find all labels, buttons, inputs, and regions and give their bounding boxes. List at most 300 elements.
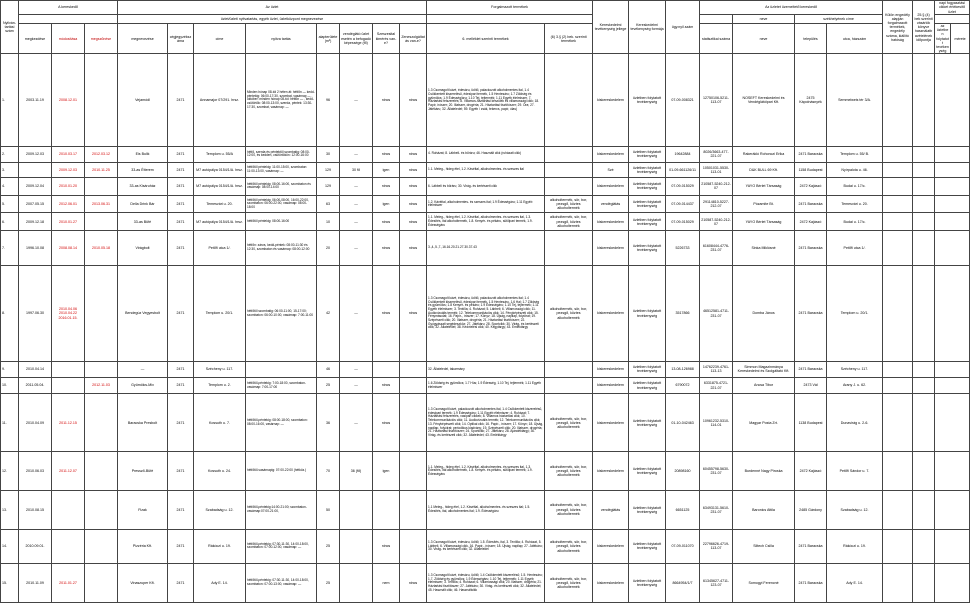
cell-stat: 10501031-5530-113-01: [700, 162, 733, 177]
hdr-napi-meret: mérete: [951, 24, 970, 54]
cell-stat: 210587-5240-212-07: [700, 177, 733, 195]
cell-goods: 1.1 Meleg-, hideg étel, 1.2. Kávéital, alkoholmentes- és szeszes ital; 1.5. Édesítés, ital, alkoholmentes ital; 1.9. Édességáru: [427, 490, 545, 529]
cell-form: üzletben folytatott tevékenység: [629, 195, 666, 213]
cell-name: 33-as Étterem: [118, 162, 168, 177]
cell-goods2: alkoholtermék, sör, bor, pezsgő, köztes alkoholtermék: [545, 529, 593, 564]
cell-name: Bendegúz Vegyesbolt: [118, 265, 168, 362]
cell-music: [400, 394, 427, 452]
cell-hours: hétfőtől-péntekig: 07:30-11:30, 14:00-18:00, szombaton: 07:00-13:00, vasárnap: —: [246, 564, 317, 603]
cell-goods2: [545, 231, 593, 266]
cell-mod: 2010.04.06 2010.04.22 2016.01.15.: [52, 265, 85, 362]
cell-goods: 1.3 Csomagolt kávé, édesáru, üdítő, palackozott alkoholmentes ital, 1.4 Csökkentett kiszerelésű, édesipari termék, 1.5 Hentesáru; 1.7 Zöldség és gyümölcs; 1.9 Édesség/áru; 1.10 Tej, tejtermék; 1.11 Egyéb élelmiszer, 7. Háztartási felszerelés; 8. Villamos-háztartási készülék és villamossági cikk; 18. Papír, írószer; 20. Illatszer, drogéria; 21. Háztartási tisztítószer; 29. Óra; 27. Játékáru; 32. Állateledel; 59. Egyéb / zsák, tekercs, papír, ólas): [427, 54, 545, 147]
cell-street: Petőfi Sándor u. 7.: [827, 452, 883, 491]
cell-start: 2010.09.01.: [19, 529, 52, 564]
cell-no: 6.: [1, 213, 19, 231]
cell-type: kiskereskedelem: [593, 213, 629, 231]
hdr-cegjegyzek: cégjegyzékszáma: [168, 24, 194, 54]
cell-end: [85, 394, 118, 452]
cell-city: 2475 Kápolnásnyék: [795, 54, 827, 147]
cell-type: Szé: [593, 162, 629, 177]
cell-music: [400, 452, 427, 491]
cell-goods2: alkoholtermék, sör, bor, pezsgő, köztes alkoholtermék: [545, 452, 593, 491]
cell-alc: nincs: [373, 265, 400, 362]
cell-owner: Pózamite Bt.: [733, 195, 795, 213]
cell-start: 2009.12.03: [19, 147, 52, 162]
cell-owner: Simmon Magazinmánya Kereskedelmi és Szolgáltató Kft.: [733, 362, 795, 377]
cell-area: 36: [317, 394, 340, 452]
cell-extra3: [935, 265, 970, 362]
cell-cgsz: 2471: [168, 162, 194, 177]
cell-addr: Kossuth u. 7.: [194, 394, 246, 452]
cell-area: 129: [317, 177, 340, 195]
cell-goods2: alkoholtermék, sör, bor, pezsgő, köztes alkoholtermék: [545, 564, 593, 603]
cell-addr: M7 autópálya 0154/1/A. hrsz.: [194, 177, 246, 195]
cell-hours: hétfőtől-péntekig: 7:00-18:00, szombaton-vasárnap: 7:00-17:00: [246, 377, 317, 394]
cell-ugy: 07-09-015029: [666, 213, 700, 231]
cell-addr: Szécheny u. 117.: [194, 362, 246, 377]
cell-city: 1138 Budapest: [795, 394, 827, 452]
table-row: [1, 377, 970, 394]
cell-mod: 2010.01.27: [52, 213, 85, 231]
cell-extra3: [935, 490, 970, 529]
cell-no: 12.: [1, 452, 19, 491]
cell-name: 33-as Büfé: [118, 213, 168, 231]
cell-goods2: alkoholtermék, sör, bor, pezsgő, köztes alkoholtermék: [545, 394, 593, 452]
cell-mod: [52, 362, 85, 377]
cell-type: kiskereskedelem: [593, 529, 629, 564]
hdr-nyilv: Nyilván-tartási szám: [1, 1, 19, 54]
hdr-kulon: Külön engedély alapján forgalmazott termékek, engedély száma, kiállító hatóság: [883, 1, 913, 54]
cell-end: 2012.11.03: [85, 377, 118, 394]
cell-no: 1.: [1, 54, 19, 147]
cell-stat: 46512581-4711-231-07: [700, 265, 733, 362]
cell-area: 25: [317, 377, 340, 394]
cell-owner: Magyar Posta Zrt.: [733, 394, 795, 452]
cell-mod: 2010.03.17: [52, 147, 85, 162]
cell-type: kiskereskedelem: [593, 54, 629, 147]
cell-music: [400, 529, 427, 564]
cell-name: Vejamódl: [118, 54, 168, 147]
cell-area: 50: [317, 490, 340, 529]
cell-music: [400, 377, 427, 394]
cell-extra1: [883, 195, 913, 213]
cell-no: 8.: [1, 265, 19, 362]
cell-music: [400, 362, 427, 377]
cell-goods: 1.3 Csomagolt kávé, palackozott alkoholmentes ital, 1.4 Csökkentett kiszerelésű, édesipari termék; 1.9 Édességáru; 1.11 Egyéb élelmiszer; 4. Ruházat; 7. Háztartási felszerelés, vasipari cikkek; 8. Villamos háztartási cikk; 10. Telekommunikációs cikk; 11. Audiovizuális termék; 12. Telekommunikációs cikk; 13. Fényképészeti cikk; 14. Optikai cikk; 16. Papír-, írószer; 17. Könyv; 18. Újság, napilap, folyóirat; periodikus kiadvány; 19. Szépészeti cikk; 20. Illatszer, drogéria; 21. Háztartási tisztítószer; 24. Sportcikk; 27. Játékáru; 28. Ajándéktárgy; 30. Virág- és kertészeti cikk; 32. Állateledel; 43. Emléktárgy: [427, 394, 545, 452]
cell-hours: hétfőtől péntekig: 06:00-08:00, 16:00-22:00, szombaton: 06:00-22:00, vasárnap: 08:00-18:00: [246, 195, 317, 213]
cell-extra1: [883, 177, 913, 195]
hdr-modositasa: módosítása: [52, 24, 85, 54]
cell-music: nincs: [400, 231, 427, 266]
cell-hours: [246, 362, 317, 377]
cell-cap: —: [340, 54, 373, 147]
table-row: [1, 394, 970, 452]
cell-extra1: [883, 147, 913, 162]
cell-start: 2010.06.03: [19, 452, 52, 491]
cell-area: 70: [317, 452, 340, 491]
hdr-nyitva: nyitva tartás: [246, 24, 317, 54]
cell-form: üzletben folytatott tevékenység: [629, 377, 666, 394]
cell-start: 2011.05.04.: [19, 377, 52, 394]
cell-end: [85, 490, 118, 529]
cell-cap: —: [340, 177, 373, 195]
cell-goods: 1.3 Csomagolt kávé, édesáru, üdítő, palackozott alkoholmentes ital; 1.4 Csökkentett kiszerelésű, édesipari termék, 1.5 Hentesáru, 1.6 Hal; 1.7 Zöldség és gyümölcs; 1.8 Kenyér- és pékáru; 1.9 Édességáru; 1.10 Tej, tejtermék; 1.11 Egyéb élelmiszer; 3. Textília; 4. Ruházat; 5. Lábbeli; 6. Villamossági cikk; 11. Audiovizuális termék; 12. Telekommunikációs cikk; 14. Fényképészeti cikk; 15. Fénymásolat; 16. Papír-, írószer; 17. Könyv; 18. Újság, napilap, folyóirat; 19. Szépészeti cikk; 20. Illatszer, drogéria; 21. Háztartási tisztítószer; 22. Gyógyászati segédeszköz; 27. Játékáru; 28. Sportcikk; 30. Virág- és kertészeti cikk; 32. Állateledel; 38. Kedvtelési cikk; 40. Kegytárgy; 43. Emléktárgy: [427, 265, 545, 362]
cell-ugy: 5226733: [666, 231, 700, 266]
cell-addr: M7 autópálya 0154/1/A. hrsz.: [194, 213, 246, 231]
cell-form: üzletben folytatott tevékenység: [629, 362, 666, 377]
cell-end: 2013.06.31: [85, 195, 118, 213]
cell-cap: [340, 564, 373, 603]
cell-end: [85, 54, 118, 147]
cell-type: kiskereskedelem: [593, 564, 629, 603]
cell-goods2: [545, 362, 593, 377]
cell-end: 2012.03.12: [85, 147, 118, 162]
cell-alc: [373, 362, 400, 377]
table-row: [1, 213, 970, 231]
cell-city: 2471 Baracska: [795, 265, 827, 362]
cell-stat: 22796626-4719-113-07: [700, 529, 733, 564]
cell-extra2: [913, 54, 935, 147]
cell-hours: hétfőtől-péntekig: 08:00-18:00, szombaton: 08:00-16:00, vasárnap: —: [246, 394, 317, 452]
table-row: [1, 564, 970, 603]
hdr-ugy: ügy.nyil.szám: [666, 1, 700, 54]
cell-end: [85, 177, 118, 195]
cell-extra1: [883, 452, 913, 491]
cell-city: 1158 Budapest: [795, 162, 827, 177]
cell-area: 10: [317, 213, 340, 231]
cell-addr: Templom u. 2.: [194, 377, 246, 394]
cell-addr: Annamajor 07/291. hrsz.: [194, 54, 246, 147]
cell-start: 2009.12.04: [19, 177, 52, 195]
cell-addr: Petőfi utca 1/.: [194, 231, 246, 266]
cell-end: 2010.11.25: [85, 162, 118, 177]
cell-mod: [52, 529, 85, 564]
cell-end: [85, 529, 118, 564]
hdr-telepules: település: [795, 24, 827, 54]
cell-extra1: [883, 394, 913, 452]
cell-start: 2010.11.09: [19, 564, 52, 603]
cell-no: 4.: [1, 177, 19, 195]
hdr-szeszesital: Szeszesital kimérés van-e?: [373, 24, 400, 54]
cell-music: nincs: [400, 213, 427, 231]
cell-type: kiskereskedelem: [593, 377, 629, 394]
cell-extra2: [913, 162, 935, 177]
cell-extra1: [883, 231, 913, 266]
cell-end: [85, 452, 118, 491]
cell-name: Vinaszuper Kft.: [118, 564, 168, 603]
cell-extra2: [913, 529, 935, 564]
cell-name: —: [118, 362, 168, 377]
cell-form: üzletben folytatott tevékenység: [629, 147, 666, 162]
cell-type: kiskereskedelem: [593, 394, 629, 452]
cell-ugy: 13-08-126988: [666, 362, 700, 377]
cell-area: 25: [317, 564, 340, 603]
cell-addr: Kossuth u. 24.: [194, 452, 246, 491]
cell-ugy: 07-09-008321: [666, 54, 700, 147]
hdr-stat-sub: [700, 15, 733, 24]
hdr-uzlet: Az üzlet: [118, 1, 427, 15]
hdr-napi-tev: az üzletben folytatott tevékenység: [936, 24, 949, 54]
cell-start: 2009.12.18: [19, 213, 52, 231]
cell-name: Virágbolt: [118, 231, 168, 266]
cell-alc: nincs: [373, 394, 400, 452]
cell-addr: Ady E. 14.: [194, 564, 246, 603]
table-body: [1, 54, 970, 603]
hdr-megnevezese: megnevezése: [118, 24, 168, 54]
cell-name: Eis Bulik: [118, 147, 168, 162]
cell-extra2: [913, 147, 935, 162]
cell-stat: 10961232-5310-114-01: [700, 394, 733, 452]
cell-addr: M7 autópálya 0154/1/A. hrsz.: [194, 162, 246, 177]
cell-mod: 2010.01.20: [52, 177, 85, 195]
cell-extra3: [935, 231, 970, 266]
cell-area: 129: [317, 162, 340, 177]
cell-goods: 1.1. Meleg-, hideg étel, 1.2. Kávéital, alkoholmentes- és szeszes ital, 1.3. Édesítés, ital alkoholtermék, 1.8. Kenyér- és pékáru, sütőipari termék, 1.9. Édességáru: [427, 213, 545, 231]
cell-cap: [340, 490, 373, 529]
cell-extra3: [935, 452, 970, 491]
cell-form: üzletben folytatott tevékenység: [629, 452, 666, 491]
hdr-cime: címe: [194, 24, 246, 54]
cell-name: 33-as Kisáruház: [118, 177, 168, 195]
cell-start: 2003.11.19: [19, 54, 52, 147]
hdr-datum-group: [19, 15, 118, 24]
table-row: [1, 452, 970, 491]
cell-cap: —: [340, 231, 373, 266]
cell-goods2: [545, 147, 593, 162]
cell-end: [85, 362, 118, 377]
cell-type: kiskereskedelem: [593, 231, 629, 266]
cell-extra2: [913, 377, 935, 394]
cell-ugy: 6651125: [666, 490, 700, 529]
cell-form: üzletben folytatott tevékenység: [629, 162, 666, 177]
cell-ugy: 07-09-014437: [666, 195, 700, 213]
cell-alc: nincs: [373, 213, 400, 231]
cell-owner: Burdenné Nagy Piroska: [733, 452, 795, 491]
cell-area: 42: [317, 265, 340, 362]
cell-ugy: 20898160: [666, 452, 700, 491]
cell-extra3: [935, 54, 970, 147]
cell-owner: YAYO Bérlet Társaság: [733, 177, 795, 195]
cell-type: kiskereskedelem: [593, 147, 629, 162]
cell-no: 7.: [1, 231, 19, 266]
cell-ugy: 6790072: [666, 377, 700, 394]
cell-addr: Szabadság u. 12.: [194, 490, 246, 529]
cell-goods2: [545, 177, 593, 195]
cell-city: 2472 Kajászó: [795, 213, 827, 231]
cell-type: kiskereskedelem: [593, 362, 629, 377]
cell-goods2: alkoholtermék, sör, bor, pezsgő, köztes alkoholtermék: [545, 490, 593, 529]
cell-city: 2472 Kajászó: [795, 177, 827, 195]
cell-hours: hétfőtől-vasárnapig: 07:00-22:00 (hétköz.): [246, 452, 317, 491]
cell-extra1: [883, 162, 913, 177]
cell-hours: hétfőtől péntekig: 11:00-15:00, szombaton: 11:00-13:00, vasárnap: —: [246, 162, 317, 177]
cell-start: 1997.06.30: [19, 265, 52, 362]
cell-street: Ady E. 14.: [827, 564, 883, 603]
hdr-keresk-forma: Kereskedelmi tevékenység formája: [629, 1, 666, 54]
cell-hours: hétfőtől-péntekig:14:00-21:00; szombaton-vasárnap:07:00-21:00,: [246, 490, 317, 529]
cell-no: 3.: [1, 162, 19, 177]
cell-owner: Siltech Csilla: [733, 529, 795, 564]
cell-mod: 2012.06.01: [52, 195, 85, 213]
cell-extra3: [935, 394, 970, 452]
cell-hours: hétfő, szerda és péntektől szombatig: 08:00-12:00, és kedden, csütörtökön: 12:00-16:00: [246, 147, 317, 162]
cell-cgsz: 2471: [168, 147, 194, 162]
cell-name: Fizak: [118, 490, 168, 529]
cell-street: Templom u. 20/1.: [827, 265, 883, 362]
cell-mod: 2011.12.07: [52, 452, 85, 491]
cell-mod: [52, 490, 85, 529]
hdr-szekhely-sub: székhelyének címe: [795, 15, 883, 24]
cell-no: 14.: [1, 529, 19, 564]
cell-cgsz: 2471: [168, 265, 194, 362]
cell-stat: 60455798-5630-231-07: [700, 452, 733, 491]
cell-music: nincs: [400, 54, 427, 147]
table-row: [1, 490, 970, 529]
cell-owner: Domba János: [733, 265, 795, 362]
cell-end: [85, 564, 118, 603]
cell-street: Arany J. u. 62.: [827, 377, 883, 394]
cell-stat: 210587-5240-212-07: [700, 213, 733, 231]
hdr-napi-sub: [935, 15, 970, 24]
cell-extra1: [883, 564, 913, 603]
cell-form: üzletben folytatott tevékenység: [629, 231, 666, 266]
cell-owner: YAYO Bérlet Társaság: [733, 213, 795, 231]
cell-cap: —: [340, 147, 373, 162]
cell-ugy: 01-09-661126/11: [666, 162, 700, 177]
cell-street: Nyírpalota u. 46.: [827, 162, 883, 177]
cell-city: 2471 Baracska: [795, 195, 827, 213]
cell-stat: 12750106-5211-113-07: [700, 54, 733, 147]
table-row: [1, 195, 970, 213]
cell-stat: 63493131-5610-231-07: [700, 490, 733, 529]
hdr-kereskedo: A kereskedő: [19, 1, 118, 15]
cell-extra3: [935, 529, 970, 564]
cell-goods2: [545, 162, 593, 177]
cell-area: 46: [317, 362, 340, 377]
cell-cap: —: [340, 195, 373, 213]
cell-city: 2471 Baracska: [795, 362, 827, 377]
cell-owner: Ancsa Tibor: [733, 377, 795, 394]
cell-cgsz: 2471: [168, 490, 194, 529]
hdr-uzemelteto: Az üzletet üzemeltető kereskedő: [700, 1, 883, 15]
cell-cap: —: [340, 265, 373, 362]
cell-start: 2010.04.14: [19, 362, 52, 377]
cell-hours: hétfőtől szombatig: 06:00-11:00, 15-17:00; szombaton: 06:00-10:00, vasárnap: 7:00-11:00: [246, 265, 317, 362]
cell-owner: NOSEFT Kereskedelmi és Vendéglátóipari Kft.: [733, 54, 795, 147]
cell-goods: 1.6 Zöldség és gyümölcs; 1.7 Hús; 1.9 Édesség, 1.10 Tej, tejtermék; 1.11 Egyéb élelmiszer: [427, 377, 545, 394]
cell-stat: 61345627-4711-123-07: [700, 564, 733, 603]
cell-stat: 29114810-5227-212-07: [700, 195, 733, 213]
cell-stat: 14762239-4761-113-13: [700, 362, 733, 377]
cell-extra3: [935, 362, 970, 377]
cell-form: üzletben folytatott tevékenység: [629, 529, 666, 564]
cell-no: 10.: [1, 377, 19, 394]
cell-type: kiskereskedelem: [593, 265, 629, 362]
cell-extra2: [913, 564, 935, 603]
cell-street: Budai u. 17/c.: [827, 213, 883, 231]
table-row: [1, 362, 970, 377]
cell-street: Rákóczi u. 19.: [827, 529, 883, 564]
cell-start: 1996.10.08: [19, 231, 52, 266]
cell-cgsz: 2471: [168, 452, 194, 491]
cell-cgsz: 2471: [168, 362, 194, 377]
cell-extra2: [913, 177, 935, 195]
cell-mod: 2011.01.27: [52, 564, 85, 603]
cell-form: üzletben folytatott tevékenység: [629, 213, 666, 231]
cell-mod: 2009.12.03: [52, 162, 85, 177]
cell-ugy: 8664954/1/7: [666, 564, 700, 603]
cell-no: 13.: [1, 490, 19, 529]
cell-extra3: [935, 195, 970, 213]
cell-music: [400, 490, 427, 529]
cell-name: Baracska Presbolt: [118, 394, 168, 452]
cell-hours: hétfőn: zárva, kedd-péntek: 08:00-11:30 és 12:30, szombaton és vasárnap: 08:00-12:00: [246, 231, 317, 266]
cell-cgsz: 2471: [168, 231, 194, 266]
hdr-nev-sub: neve: [733, 15, 795, 24]
hdr-forgalmazott: Forgalmazott termékek: [427, 1, 593, 15]
cell-street: Temesvári u. 20.: [827, 195, 883, 213]
cell-cap: —: [340, 362, 373, 377]
table-row: [1, 162, 970, 177]
hdr-megkezdese: megkezdése: [19, 24, 52, 54]
hdr-keresk-tev: Kereskedelmi tevékenység jellege: [593, 1, 629, 54]
cell-cgsz: 2471: [168, 564, 194, 603]
cell-cap: 30 fő: [340, 162, 373, 177]
cell-street: Szécheny u. 117.: [827, 362, 883, 377]
cell-end: 2010.05.18: [85, 231, 118, 266]
cell-mod: [52, 377, 85, 394]
cell-goods: 6. Lábbeli és bőráru; 30. Virág- és kertészeti cikk: [427, 177, 545, 195]
cell-city: 2485 Gárdony: [795, 490, 827, 529]
cell-form: üzletben folytatott tevékenység: [629, 564, 666, 603]
hdr-napi: napi fogyasztási cikket értékesítő üzlet: [935, 1, 970, 15]
cell-extra1: [883, 377, 913, 394]
cell-extra1: [883, 529, 913, 564]
cell-no: 15.: [1, 564, 19, 603]
cell-goods2: [545, 54, 593, 147]
cell-type: kiskereskedelem: [593, 177, 629, 195]
cell-stat: 61608444-4776-231-07: [700, 231, 733, 266]
cell-alc: nincs: [373, 529, 400, 564]
cell-extra3: [935, 377, 970, 394]
cell-addr: Rákóczi u. 19.: [194, 529, 246, 564]
cell-no: 5.: [1, 195, 19, 213]
cell-extra3: [935, 162, 970, 177]
cell-ugy: 07-09-011070: [666, 529, 700, 564]
cell-music: nincs: [400, 564, 427, 603]
hdr-szeszes: 25.§ (4) bek szerinti vásárlók könyve használatbavételének időpontja: [913, 1, 935, 54]
cell-type: vendéglátás: [593, 195, 629, 213]
cell-addr: Temesvári u. 20.: [194, 195, 246, 213]
cell-city: 2471 Baracska: [795, 529, 827, 564]
table-row: [1, 231, 970, 266]
cell-music: nincs: [400, 265, 427, 362]
cell-extra2: [913, 452, 935, 491]
cell-cgsz: 2471: [168, 529, 194, 564]
cell-addr: Templom u. 20/1.: [194, 265, 246, 362]
cell-end: [85, 265, 118, 362]
hdr-megszunese: megszűnése: [85, 24, 118, 54]
hdr-neve: neve: [733, 24, 795, 54]
cell-area: 25: [317, 529, 340, 564]
cell-alc: nincs: [373, 377, 400, 394]
cell-mod: 2008.08.14: [52, 231, 85, 266]
cell-city: 2471 Baracska: [795, 147, 827, 162]
cell-goods2: alkoholtermék, sör, bor, pezsgő, köztes alkoholtermék: [545, 213, 593, 231]
cell-start: 2010.04.09: [19, 394, 52, 452]
cell-name: Gyümölcs-Mix: [118, 377, 168, 394]
cell-ugy: 07-09-015029: [666, 177, 700, 195]
